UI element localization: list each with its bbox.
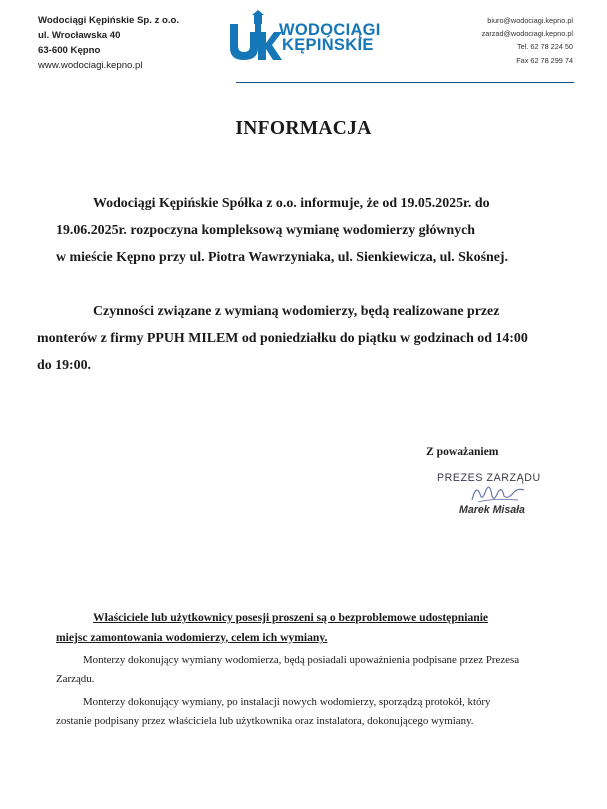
stamp-name: Marek Misała xyxy=(459,504,525,516)
paragraph-1-line-2: 19.06.2025r. rozpoczyna kompleksową wymianę wodomierzy głównych xyxy=(56,223,476,238)
notice-line-1: Właściciele lub użytkownicy posesji proszeni są o bezproblemowe udostępnianie xyxy=(93,611,489,624)
paragraph-2-line-3: do 19:00. xyxy=(37,358,92,373)
stamp-title: PREZES ZARZĄDU xyxy=(437,472,541,484)
phone-number: Tel. 62 78 224 50 xyxy=(517,42,573,52)
info-1-line-2: Zarządu. xyxy=(56,673,95,685)
company-website: www.wodociagi.kepno.pl xyxy=(38,60,143,71)
company-city: 63-600 Kępno xyxy=(38,45,101,56)
document-title: INFORMACJA xyxy=(235,118,372,139)
info-1-line-1: Monterzy dokonujący wymiany wodomierza, będą posiadali upoważnienia podpisane przez Prezesa xyxy=(83,654,520,666)
logo-line-1: WODOCIĄGI xyxy=(279,21,381,39)
info-2-line-2: zostanie podpisany przez właściciela lub użytkownika oraz instalatora, dokonującego wymiany. xyxy=(56,715,474,727)
company-name: Wodociągi Kępińskie Sp. z o.o. xyxy=(38,15,180,26)
email-board: zarzad@wodociagi.kepno.pl xyxy=(481,29,573,39)
header-divider xyxy=(236,82,574,83)
notice-line-2: miejsc zamontowania wodomierzy, celem ich wymiany. xyxy=(56,631,328,644)
email-office: biuro@wodociagi.kepno.pl xyxy=(487,16,573,25)
closing-greeting: Z poważaniem xyxy=(426,445,499,458)
info-2-line-1: Monterzy dokonujący wymiany, po instalacji nowych wodomierzy, sporządzą protokół, który xyxy=(83,696,491,708)
company-address xyxy=(38,13,228,73)
paragraph-1-line-3: w mieście Kępno przy ul. Piotra Wawrzyniaka, ul. Sienkiewicza, ul. Skośnej. xyxy=(56,250,508,265)
handwritten-signature-icon xyxy=(468,480,528,506)
logo-line-2: KĘPIŃSKIE xyxy=(282,36,374,54)
paragraph-2-line-1: Czynności związane z wymianą wodomierzy, będą realizowane przez xyxy=(93,304,500,319)
company-street: ul. Wrocławska 40 xyxy=(38,30,121,41)
paragraph-2-line-2: monterów z firmy PPUH MILEM od poniedziałku do piątku w godzinach od 14:00 xyxy=(37,331,528,346)
paragraph-1-line-1: Wodociągi Kępińskie Spółka z o.o. informuje, że od 19.05.2025r. do xyxy=(93,196,490,211)
fax-number: Fax 62 78 299 74 xyxy=(516,55,573,65)
contact-info xyxy=(482,14,573,67)
logo-wordmark xyxy=(279,23,381,53)
